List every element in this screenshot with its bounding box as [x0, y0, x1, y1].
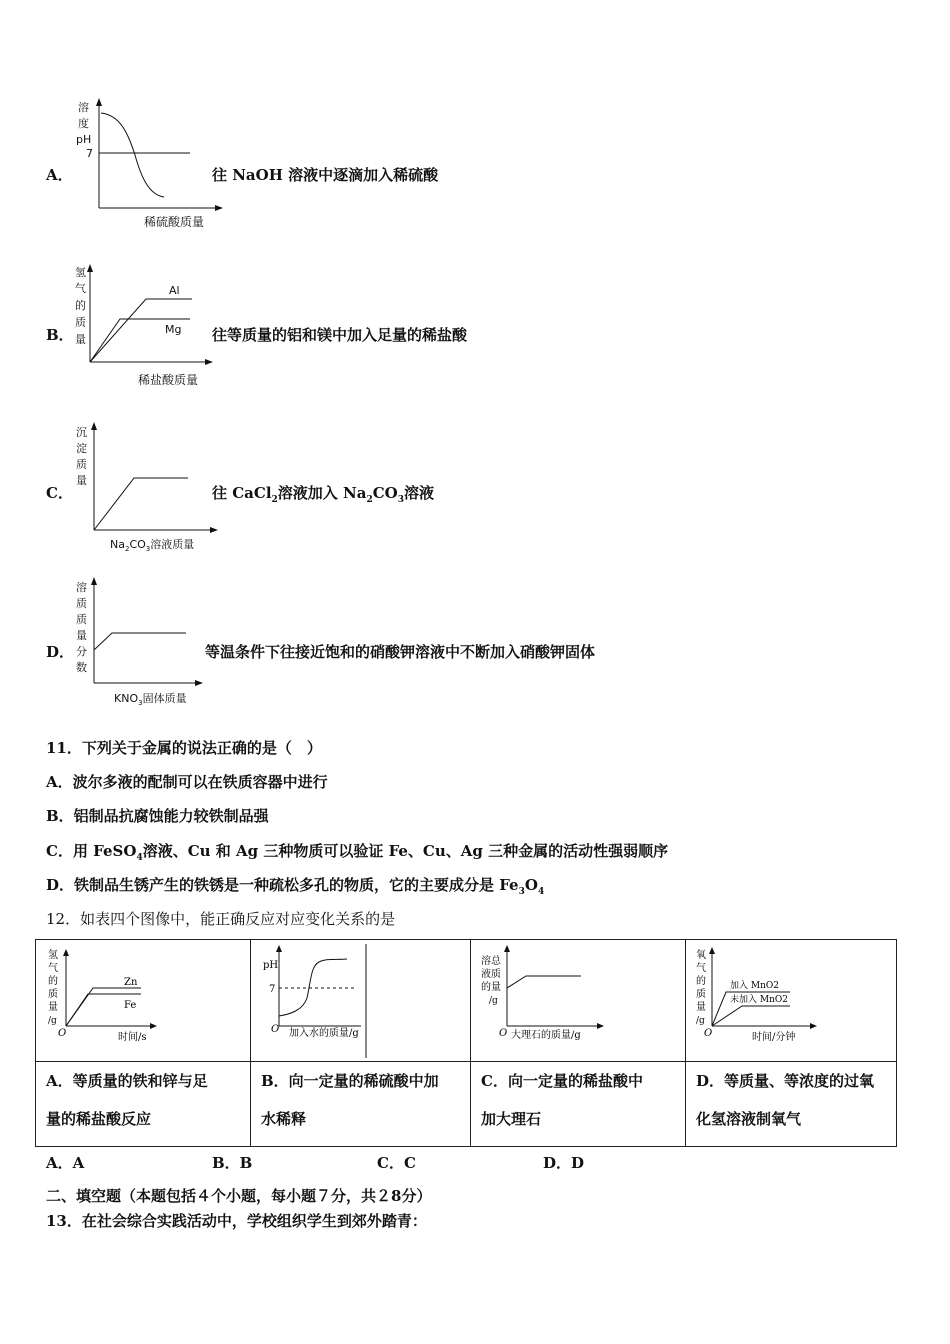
q12d-xlabel: 时间/分钟: [752, 1032, 796, 1043]
q12c-origin: O: [499, 1028, 508, 1039]
graph-b-xlabel: 稀盐酸质量: [138, 373, 199, 387]
graph-option-c: [70, 420, 230, 555]
graph-d-ylabel-6: 数: [76, 661, 87, 674]
q12d-ylabel-2: 气: [696, 963, 706, 974]
graph-d-ylabel-3: 质: [76, 613, 87, 626]
q12-answer-c: C．C: [377, 1154, 416, 1172]
q12a-ylabel-6: /g: [48, 1016, 57, 1026]
graph-c-xlabel: $Na_2CO_3$溶液质量: [110, 538, 195, 553]
graph-a-ylabel-2: 度: [78, 117, 89, 130]
graph-b-ylabel-3: 的: [75, 299, 86, 312]
graph-d-ylabel-5: 分: [76, 645, 87, 658]
q13-stem: 13．在社会综合实践活动中，学校组织学生到郊外踏青：: [46, 1212, 427, 1230]
q11-option-a: A．波尔多液的配制可以在铁质容器中进行: [46, 773, 328, 791]
q12-graph-a: [36, 940, 246, 1058]
graph-c-ylabel-4: 量: [76, 474, 87, 487]
graph-b-series-mg: Mg: [165, 323, 182, 336]
q12-stem: 12．如表四个图像中，能正确反应对应变化关系的是: [46, 910, 396, 928]
graph-b-ylabel-2: 气: [75, 282, 86, 295]
q12-graph-d: [686, 940, 892, 1058]
q12c-ylabel-1: 溶总: [481, 956, 501, 967]
q12d-ylabel-3: 的: [696, 976, 706, 987]
q12c-ylabel-2: 液质: [481, 969, 501, 980]
q12c-xlabel: 大理石的质量/g: [511, 1030, 581, 1041]
graph-c-ylabel-2: 淀: [76, 442, 87, 455]
q12-caption-b: B．向一定量的稀硫酸中加 水稀释: [251, 1062, 471, 1147]
q12d-series-with: 加入 MnO2: [730, 981, 779, 991]
q12-graph-c: [471, 940, 681, 1058]
q12-caption-a: A．等质量的铁和锌与足 量的稀盐酸反应: [36, 1062, 251, 1147]
q12-graph-cell-c: [471, 940, 686, 1062]
graph-a-ylabel-1: 溶: [78, 101, 89, 114]
q12b-xlabel: 加入水的质量/g: [289, 1028, 359, 1039]
option-b-text: 往等质量的铝和镁中加入足量的稀盐酸: [212, 326, 468, 344]
q12d-ylabel-5: 量: [696, 1002, 706, 1013]
q11-option-c: C．用 FeSO$_4$溶液、Cu 和 Ag 三种物质可以验证 Fe、Cu、Ag 三种金属的活动性强弱顺序: [46, 842, 669, 863]
q12-graph-b: [251, 940, 467, 1058]
q12-table: [35, 939, 897, 1147]
q12d-ylabel-1: 氧: [696, 950, 706, 961]
q12-caption-c: C．向一定量的稀盐酸中 加大理石: [471, 1062, 686, 1147]
option-c-letter: C．: [46, 484, 73, 502]
graph-c-ylabel-3: 质: [76, 458, 87, 471]
q12-graph-cell-a: [36, 940, 251, 1062]
option-a-text: 往 NaOH 溶液中逐滴加入稀硫酸: [212, 166, 439, 184]
graph-d-ylabel-1: 溶: [76, 581, 87, 594]
graph-c-ylabel-1: 沉: [76, 426, 87, 439]
q12d-ylabel-4: 质: [696, 989, 706, 1000]
q12-graph-cell-d: [686, 940, 897, 1062]
q12a-ylabel-5: 量: [48, 1002, 58, 1013]
option-d-letter: D．: [46, 643, 75, 661]
q12-caption-d: D．等质量、等浓度的过氧 化氢溶液制氧气: [686, 1062, 897, 1147]
graph-b-ylabel-4: 质: [75, 316, 86, 329]
q12a-ylabel-3: 的: [48, 976, 58, 987]
graph-a-ytick: 7: [86, 147, 93, 160]
graph-d-ylabel-2: 质: [76, 597, 87, 610]
option-b-letter: B．: [46, 326, 74, 344]
option-d-text: 等温条件下往接近饱和的硝酸钾溶液中不断加入硝酸钾固体: [205, 643, 596, 661]
option-c-text: 往 CaCl$_2$溶液加入 $Na_2CO_3$溶液: [212, 484, 435, 505]
section-2-heading: 二、填空题（本题包括４个小题，每小题７分，共２8分）: [46, 1187, 432, 1205]
q12a-series-zn: Zn: [124, 977, 138, 988]
graph-d-xlabel: $KNO_3$固体质量: [114, 692, 187, 707]
q12a-origin: O: [58, 1028, 67, 1039]
graph-b-series-al: Al: [169, 284, 180, 297]
q11-option-d: D．铁制品生锈产生的铁锈是一种疏松多孔的物质，它的主要成分是 $Fe_3O_4$: [46, 876, 545, 897]
q12-answer-d: D．D: [543, 1154, 585, 1172]
q12a-ylabel-4: 质: [48, 989, 58, 1000]
q12d-ylabel-6: /g: [696, 1016, 705, 1026]
q12a-ylabel-1: 氢: [48, 950, 58, 961]
q12d-origin: O: [704, 1028, 713, 1039]
q12a-xlabel: 时间/s: [118, 1032, 147, 1043]
q12b-ytick: 7: [269, 984, 276, 995]
q11-stem: 11．下列关于金属的说法正确的是（ ）: [46, 739, 322, 757]
q12-answer-b: B．B: [212, 1154, 253, 1172]
graph-option-a: [60, 95, 230, 230]
q12b-origin: O: [271, 1024, 280, 1035]
graph-a-ylabel-3: pH: [76, 133, 92, 146]
q12c-ylabel-3: 的量: [481, 982, 501, 993]
q12a-series-fe: Fe: [124, 1000, 137, 1011]
graph-b-ylabel-5: 量: [75, 333, 86, 346]
q12a-ylabel-2: 气: [48, 963, 58, 974]
q12b-ylabel: pH: [263, 960, 279, 971]
q12-graph-cell-b: [251, 940, 471, 1062]
q12d-series-without: 未加入 MnO2: [730, 995, 788, 1005]
graph-a-xlabel: 稀硫酸质量: [144, 215, 205, 229]
option-a-letter: A．: [46, 166, 73, 184]
q12-answer-a: A．A: [46, 1154, 85, 1172]
q11-option-b: B．铝制品抗腐蚀能力较铁制品强: [46, 807, 269, 825]
graph-d-ylabel-4: 量: [76, 629, 87, 642]
graph-option-b: [70, 262, 230, 390]
q12c-ylabel-4: /g: [489, 996, 498, 1006]
graph-b-ylabel-1: 氢: [75, 266, 86, 279]
